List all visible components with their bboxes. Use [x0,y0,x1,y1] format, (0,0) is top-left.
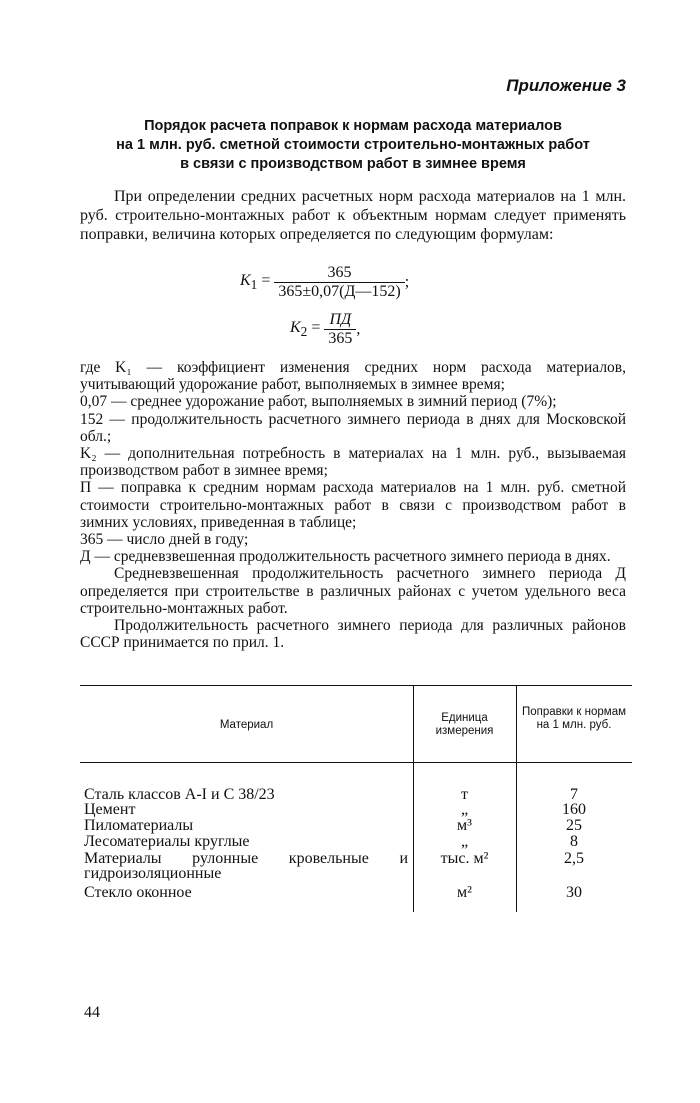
cell-material: Пиломатериалы [84,817,194,834]
definition-item: 152 — продолжительность расчетного зимнего периода в днях для Московской обл.; [80,410,626,445]
cell-material: Материалы рулонные кровельные и гидроизоляционные [84,850,408,882]
cell-unit: „ [460,801,469,818]
formula-k1-denominator: 365±0,07(Д—152) [274,282,404,301]
formula-k2-symbol: K [290,318,301,336]
definition-item: K₂ — дополнительная потребность в материалах на 1 млн. руб., вызываемая производством работ в зимнее время; [80,445,626,480]
cell-value: 25 [566,817,582,834]
cell-unit: тыс. м² [440,850,489,867]
formula-k2-denominator: 365 [324,329,356,348]
section-title [80,117,626,174]
paragraph-period-reference: Продолжительность расчетного зимнего периода для различных районов СССР принимается по прил. 1. [80,617,626,652]
table-top-rule [80,685,632,686]
page-number: 44 [84,1004,100,1021]
cell-material: Сталь классов А-I и С 38/23 [84,786,275,803]
definitions-block [80,359,626,651]
formula-k1-fraction [274,264,404,301]
formula-k2-tail: , [356,320,361,338]
cell-value: 7 [570,786,578,803]
cell-value: 30 [566,884,582,901]
definition-item: П — поправка к средним нормам расхода материалов на 1 млн. руб. сметной стоимости строительно-монтажных работ в связи с производством работ в зимних условиях, приведенная в таблице; [80,479,626,531]
cell-unit: м³ [457,817,472,834]
cell-material: Цемент [84,801,136,818]
formula-k1-symbol: K [240,271,251,289]
cell-value: 8 [570,833,578,850]
appendix-label: Приложение 3 [506,76,626,95]
formula-k2-equals: = [307,318,325,336]
title-line-2: на 1 млн. руб. сметной стоимости строительно-монтажных работ [116,137,590,153]
formula-k1 [240,264,409,301]
definition-item: 365 — число дней в году; [80,531,249,549]
cell-unit: м² [457,884,472,901]
formula-k2 [290,311,360,348]
title-line-1: Порядок расчета поправок к нормам расхода материалов [144,118,562,134]
definition-item: Д — средневзвешенная продолжительность расчетного зимнего периода в днях. [80,548,611,566]
header-material: Материал [219,719,274,731]
formula-k1-numerator: 365 [327,264,352,281]
definition-item: где K₁ — коэффициент изменения средних норм расхода материалов, учитывающий удорожание работ, выполняемых в зимнее время; [80,359,626,394]
cell-material: Лесоматериалы круглые [84,833,250,850]
intro-paragraph: При определении средних расчетных норм расхода материалов на 1 млн. руб. строительно-монтажных работ к объектным нормам следует применять поправки, величина которых определяется по следующим формулам: [80,188,626,243]
formula-k1-subscript: 1 [250,277,258,293]
cell-value: 2,5 [564,850,584,867]
formula-k2-numerator: ПД [329,311,352,328]
formula-k2-fraction [324,311,356,348]
title-line-3: в связи с производством работ в зимнее время [180,156,526,172]
cell-value: 160 [562,801,586,818]
header-unit: Единица измерения [435,712,494,737]
formula-k1-tail: ; [404,273,410,291]
paragraph-weighted-period: Средневзвешенная продолжительность расчетного зимнего периода Д определяется при строительстве в различных районах с учетом удельного веса строительно-монтажных работ. [80,565,626,617]
cell-unit: „ [460,833,469,850]
formula-k2-subscript: 2 [300,324,308,340]
definition-item: 0,07 — среднее удорожание работ, выполняемых в зимний период (7%); [80,393,557,411]
header-correction: Поправки к нормам на 1 млн. руб. [521,706,627,731]
table-header-rule [80,762,632,763]
formula-k1-equals: = [257,271,275,289]
cell-unit: т [461,786,468,803]
cell-material: Стекло оконное [84,884,192,901]
